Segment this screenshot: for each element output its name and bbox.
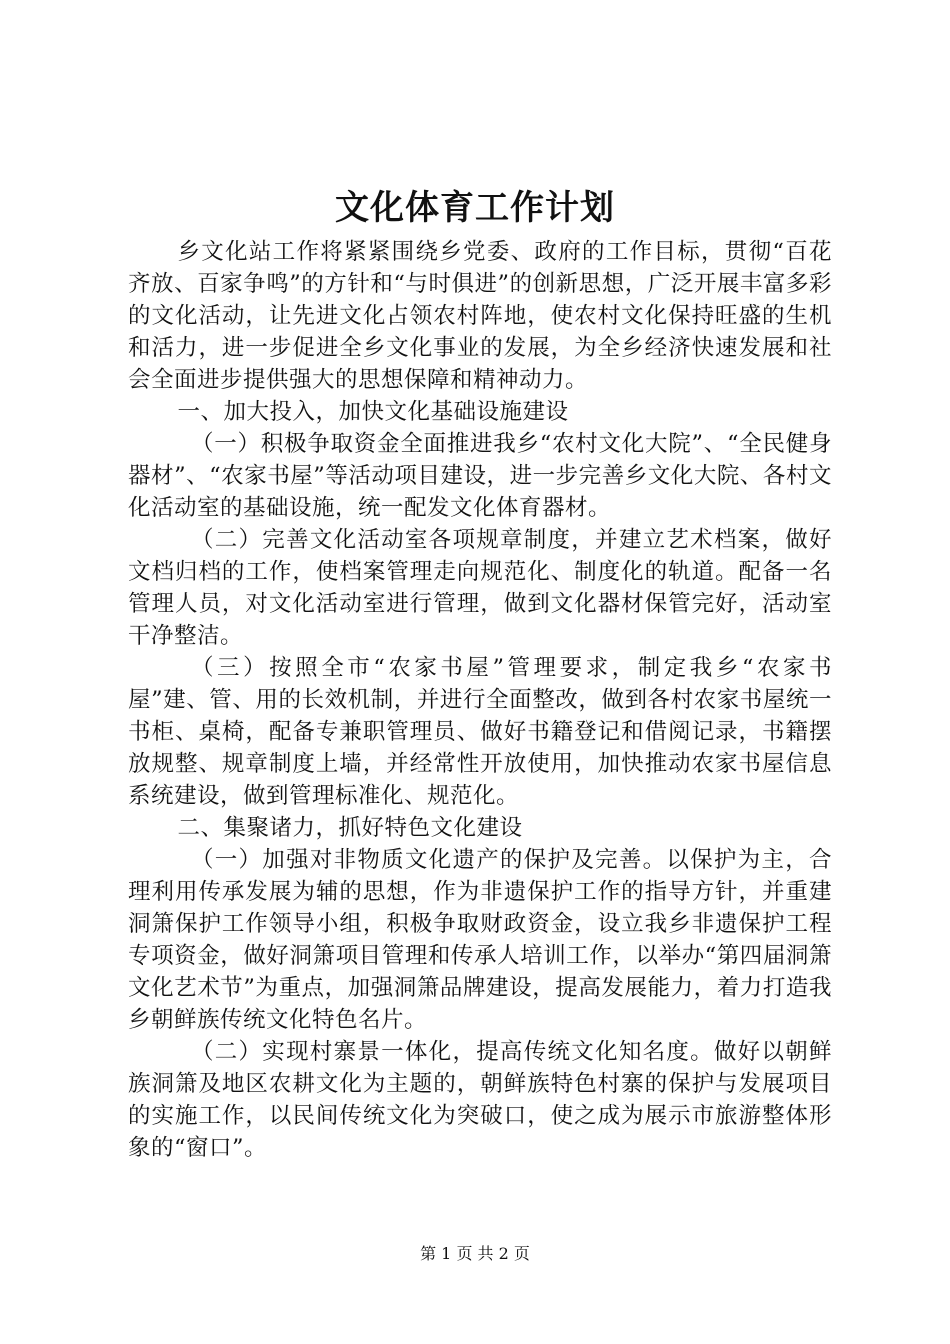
section-1-item-2: （二）完善文化活动室各项规章制度，并建立艺术档案，做好文档归档的工作，使档案管理走向规范化、制度化的轨道。配备一名管理人员，对文化活动室进行管理，做到文化器材保管完好，活动室干净整洁。 — [128, 527, 832, 649]
section-2-item-1: （一）加强对非物质文化遗产的保护及完善。以保护为主，合理利用传承发展为辅的思想，作为非遗保护工作的指导方针，并重建洞箫保护工作领导小组，积极争取财政资金，设立我乡非遗保护工程专项资金，做好洞箫项目管理和传承人培训工作，以举办“第四届洞箫文化艺术节”为重点，加强洞箫品牌建设，提高发展能力，着力打造我乡朝鲜族传统文化特色名片。 — [128, 847, 832, 1033]
section-2-item-2: （二）实现村寨景一体化，提高传统文化知名度。做好以朝鲜族洞箫及地区农耕文化为主题的，朝鲜族特色村寨的保护与发展项目的实施工作，以民间传统文化为突破口，使之成为展示市旅游整体形象的“窗口”。 — [128, 1039, 832, 1161]
page-number-footer: 第 1 页 共 2 页 — [420, 1244, 530, 1263]
section-heading-2: 二、集聚诸力，抓好特色文化建设 — [177, 815, 523, 841]
section-1-item-3: （三）按照全市“农家书屋”管理要求，制定我乡“农家书屋”建、管、用的长效机制，并进行全面整改，做到各村农家书屋统一书柜、桌椅，配备专兼职管理员、做好书籍登记和借阅记录，书籍摆放规整、规章制度上墙，并经常性开放使用，加快推动农家书屋信息系统建设，做到管理标准化、规范化。 — [128, 655, 832, 809]
section-1-item-1: （一）积极争取资金全面推进我乡“农村文化大院”、“全民健身器材”、“农家书屋”等活动项目建设，进一步完善乡文化大院、各村文化活动室的基础设施，统一配发文化体育器材。 — [128, 431, 832, 521]
section-heading-1: 一、加大投入，加快文化基础设施建设 — [177, 399, 569, 425]
document-title: 文化体育工作计划 — [335, 188, 615, 228]
intro-paragraph: 乡文化站工作将紧紧围绕乡党委、政府的工作目标，贯彻“百花齐放、百家争鸣”的方针和“与时俱进”的创新思想，广泛开展丰富多彩的文化活动，让先进文化占领农村阵地，使农村文化保持旺盛的生机和活力，进一步促进全乡文化事业的发展，为全乡经济快速发展和社会全面进步提供强大的思想保障和精神动力。 — [128, 239, 832, 393]
document-body — [128, 236, 832, 1164]
